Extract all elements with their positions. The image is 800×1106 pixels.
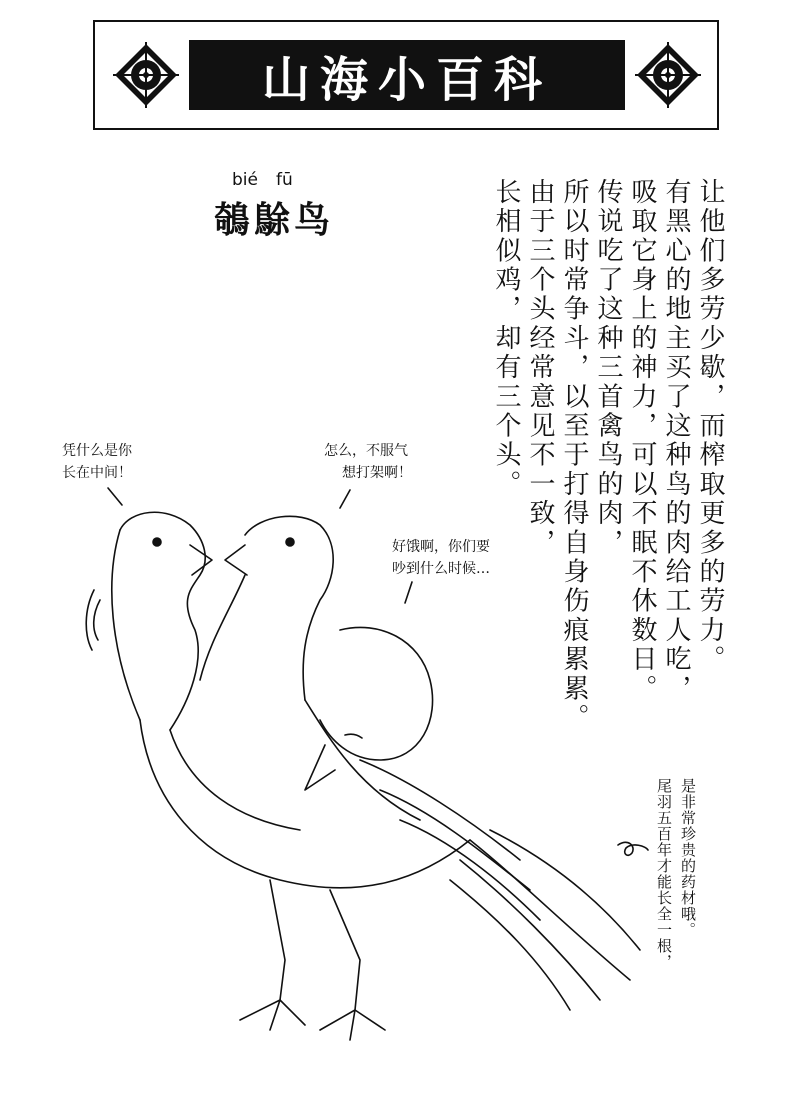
speech-left	[62, 440, 132, 484]
main-text-column: 吸取它身上的神力，可以不眠不休数日。	[627, 178, 657, 704]
main-text-column: 由于三个头经常意见不一致，	[525, 178, 555, 558]
main-text-column: 长相似鸡，却有三个头。	[491, 178, 521, 500]
pinyin-bie: bié	[232, 170, 258, 190]
right-head-outline	[320, 627, 433, 760]
speech-middle	[324, 440, 412, 484]
pinyin-fu: fū	[276, 170, 293, 190]
main-text-column: 所以时常争斗，以至于打得自身伤痕累累。	[559, 178, 589, 733]
speech-line: 长在中间！	[62, 465, 132, 481]
bird-name: 鵸鵌鸟	[214, 200, 335, 241]
left-head-outline	[120, 512, 205, 730]
side-note-column: 是非常珍贵的药材哦。	[679, 778, 697, 938]
side-note-column: 尾羽五百年才能长全一根，	[655, 778, 673, 970]
page-title: 山海小百科	[261, 51, 552, 108]
body-outline	[140, 720, 470, 888]
speech-line: 好饿啊，你们要	[392, 539, 490, 555]
speech-line: 吵到什么时候…	[392, 561, 490, 577]
speech-right	[392, 536, 490, 580]
right-leg	[330, 890, 360, 1010]
main-text-column: 让他们多劳少歇，而榨取更多的劳力。	[695, 178, 725, 675]
main-text-column: 有黑心的地主买了这种鸟的肉给工人吃，	[661, 178, 691, 704]
main-text-column: 传说吃了这种三首禽鸟的肉，	[593, 178, 623, 558]
tail-feathers	[470, 840, 630, 980]
speech-line: 怎么，不服气	[324, 443, 408, 459]
speech-line: 想打架啊！	[342, 465, 412, 481]
left-leg	[270, 880, 285, 1000]
speech-line: 凭什么是你	[62, 443, 132, 459]
